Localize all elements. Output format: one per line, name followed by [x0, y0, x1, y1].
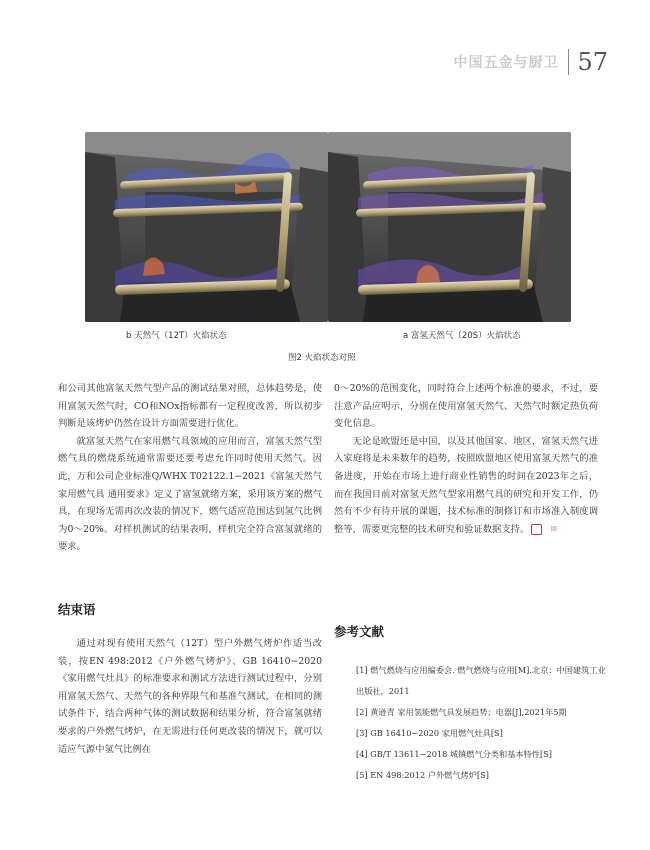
page-number: 57 [577, 48, 608, 76]
right-column [334, 380, 598, 538]
photo-caption-left: b 天然气（12T）火焰状态 [126, 331, 227, 341]
reference-item: [1] 燃气燃烧与应用编委会. 燃气燃烧与应用[M].北京：中国建筑工业出版社，2011 [356, 665, 606, 696]
paragraph [334, 433, 598, 539]
reference-item: [5] EN 498:2012 户外燃气烤炉[S] [356, 770, 489, 780]
figure-caption: 图2 火焰状态对照 [288, 353, 356, 363]
paragraph-text: 无论是欧盟还是中国，以及其他国家、地区，富氢天然气进入家庭将是未来数年的趋势，按照欧盟地区使用富氢天然气的准备进度，开始在市场上进行商业性销售的时间在2023年之后，而在我国目前对富氢天然气型家用燃气具的研究和开发工作，仍然有不少有待开展的课题，技术标准的制修订和市场准入制度调整等，需要更完整的技术研究和验证数据支持。 [334, 435, 598, 535]
reference-item: [3] GB 16410−2020 家用燃气灶具[S] [356, 728, 503, 738]
section-heading-references: 参考文献 [334, 624, 385, 639]
page-header [453, 47, 608, 77]
reference-item: [4] GB/T 13611−2018 城镇燃气分类和基本特性[S] [356, 749, 552, 759]
paragraph: 和公司其他富氢天然气型产品的测试结果对照，总体趋势是，使用富氢天然气时，CO和NOx指标都有一定程度改善，所以初步判断是该烤炉仍然在设计方面需要进行优化。 [58, 383, 322, 430]
section-heading-conclusion: 结束语 [58, 602, 96, 617]
magazine-brand-logo: 中国五金与厨卫 [453, 55, 559, 71]
flame-photo-hydrogen-enriched-gas [328, 132, 571, 322]
header-divider [568, 49, 569, 75]
reference-item: [2] 黄逊青 家用氢能燃气具发展趋势；电器[J],2021年5期 [356, 707, 567, 717]
flame-photo-natural-gas [85, 132, 328, 322]
paragraph: 0～20%的范围变化，同时符合上述两个标准的要求，不过，要注意产品应明示，分别在使用富氢天然气、天然气时额定热负荷变化信息。 [334, 383, 598, 430]
paragraph: 通过对现有使用天然气（12T）型户外燃气烤炉作适当改装，按EN 498:2012《户外燃气烤炉》、GB 16410−2020《家用燃气灶具》的标准要求和测试方法进行测试过程中，分别用富氢天然气、天然气的各种界限气和基准气测试，在相同的测试条件下，结合两种气体的测试数据和结果分析，符合富氢就绪要求的户外燃气烤炉，在无需进行任何更改装的情况下，就可以适应气源中氢气比例在 [58, 638, 322, 755]
end-mark-icon: 回 [531, 524, 542, 535]
paragraph: 就富氢天然气在家用燃气具领域的应用而言，富氢天然气型燃气具的燃烧系统通常需要还要考虑允许同时使用天然气。因此，万和公司企业标准Q/WHX T02122.1−2021《富氢天然气 家用燃气具 通用要求》定义了富氢就绪方案，采用该方案的燃气具，在现场无需再次改装的情况下，燃气适应范围达到氢气比例为0～20%。对样机测试的结果表明，样机完全符合富氢就绪的要求。 [58, 435, 322, 553]
photo-caption-right: a 富氢天然气（20S）火焰状态 [403, 331, 521, 341]
reference-list [356, 660, 606, 786]
left-column-top [58, 380, 322, 556]
left-column-bottom [58, 635, 322, 758]
